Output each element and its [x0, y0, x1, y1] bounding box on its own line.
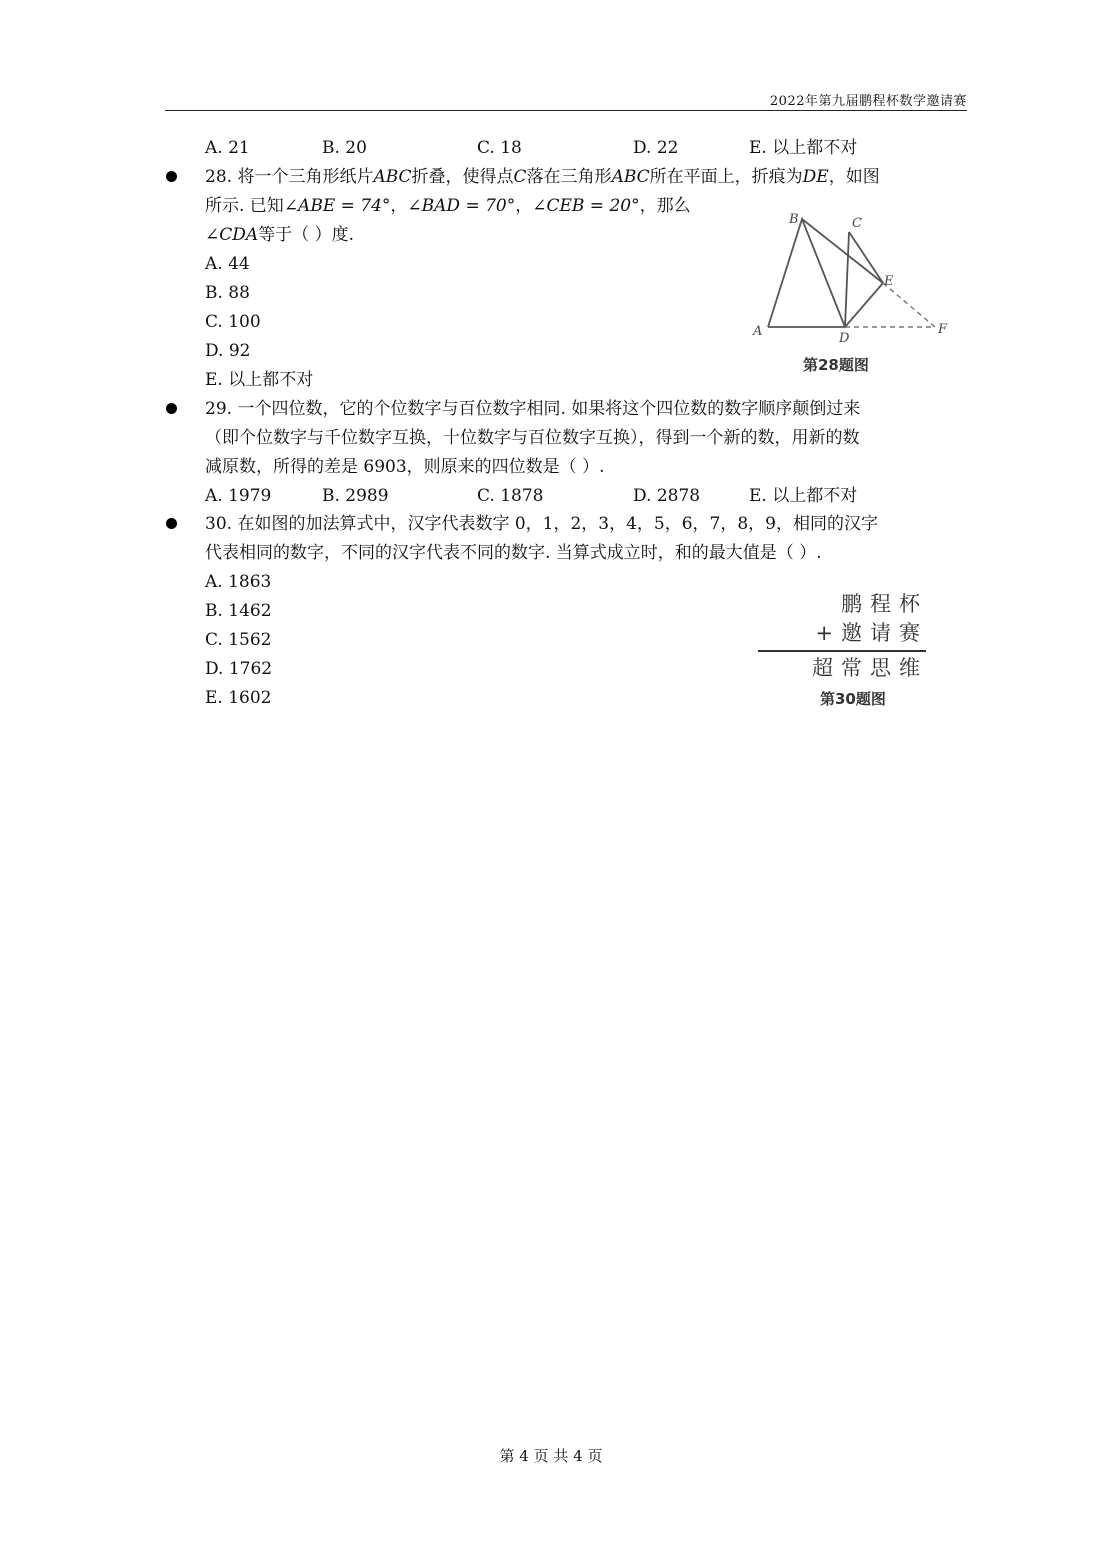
q30-option-b: B. 1462	[205, 601, 272, 621]
label-c: C	[852, 216, 862, 231]
segment-ce	[849, 232, 883, 283]
q29-stem-line2: （即个位数字与千位数字互换，十位数字与百位数字互换），得到一个新的数，用新的数	[205, 428, 860, 448]
q30-option-e: E. 1602	[205, 688, 272, 708]
q30-option-d: D. 1762	[205, 659, 273, 679]
segment-de	[845, 283, 883, 327]
label-d: D	[839, 331, 850, 345]
page-footer: 第 4 页 共 4 页	[499, 1447, 603, 1465]
q28-option-c: C. 100	[205, 312, 261, 332]
q30-bullet	[166, 518, 177, 529]
label-f: F	[938, 322, 948, 337]
q27-option-e: E. 以上都不对	[749, 138, 858, 158]
addend-row-2: +邀请赛	[815, 621, 928, 645]
q29-stem-line3: 减原数，所得的差是 6903，则原来的四位数是（ ）.	[205, 457, 605, 477]
header-title: 2022年第九届鹏程杯数学邀请赛	[769, 94, 967, 109]
q28-figure-caption: 第28题图	[803, 356, 869, 374]
sum-row: 超常思维	[812, 656, 928, 680]
q27-option-a: A. 21	[205, 138, 250, 158]
sum-rule	[758, 650, 926, 652]
q28-bullet	[166, 171, 177, 182]
q27-option-b: B. 20	[322, 138, 367, 158]
q28-stem-line3: ∠CDA等于（ ）度.	[205, 225, 354, 245]
label-b: B	[789, 212, 799, 227]
q30-figure	[758, 590, 928, 683]
q29-option-a: A. 1979	[205, 486, 272, 506]
q28-option-b: B. 88	[205, 283, 250, 303]
q29-option-b: B. 2989	[322, 486, 389, 506]
q28-stem-line1: 28. 将一个三角形纸片ABC折叠，使得点C落在三角形ABC所在平面上，折痕为DE，如图	[205, 167, 880, 187]
q29-option-c: C. 1878	[477, 486, 544, 506]
q27-option-c: C. 18	[477, 138, 522, 158]
q30-stem-line1: 30. 在如图的加法算式中，汉字代表数字 0，1，2，3，4，5，6，7，8，9，相同的汉字	[205, 514, 879, 534]
label-a: A	[753, 324, 763, 339]
q29-bullet	[166, 403, 177, 414]
q28-figure	[745, 205, 960, 345]
dashed-ef	[883, 283, 935, 327]
q28-option-e: E. 以上都不对	[205, 370, 314, 390]
q30-figure-caption: 第30题图	[820, 690, 886, 708]
q30-option-c: C. 1562	[205, 630, 272, 650]
q28-option-d: D. 92	[205, 341, 251, 361]
q30-option-a: A. 1863	[205, 572, 272, 592]
page-header	[165, 90, 967, 111]
label-e: E	[884, 274, 894, 289]
q28-stem-line2: 所示. 已知∠ABE = 74°，∠BAD = 70°，∠CEB = 20°，那么	[205, 196, 691, 216]
q29-option-d: D. 2878	[633, 486, 701, 506]
q27-option-d: D. 22	[633, 138, 679, 158]
triangle-abd	[768, 219, 845, 327]
q28-option-a: A. 44	[205, 254, 250, 274]
q29-stem-line1: 29. 一个四位数，它的个位数字与百位数字相同. 如果将这个四位数的数字顺序颠倒过来	[205, 399, 861, 419]
addend-row-1: 鹏程杯	[841, 592, 928, 616]
q29-option-e: E. 以上都不对	[749, 486, 858, 506]
segment-cd	[845, 232, 849, 327]
q30-stem-line2: 代表相同的数字，不同的汉字代表不同的数字. 当算式成立时，和的最大值是（ ）.	[205, 543, 822, 563]
